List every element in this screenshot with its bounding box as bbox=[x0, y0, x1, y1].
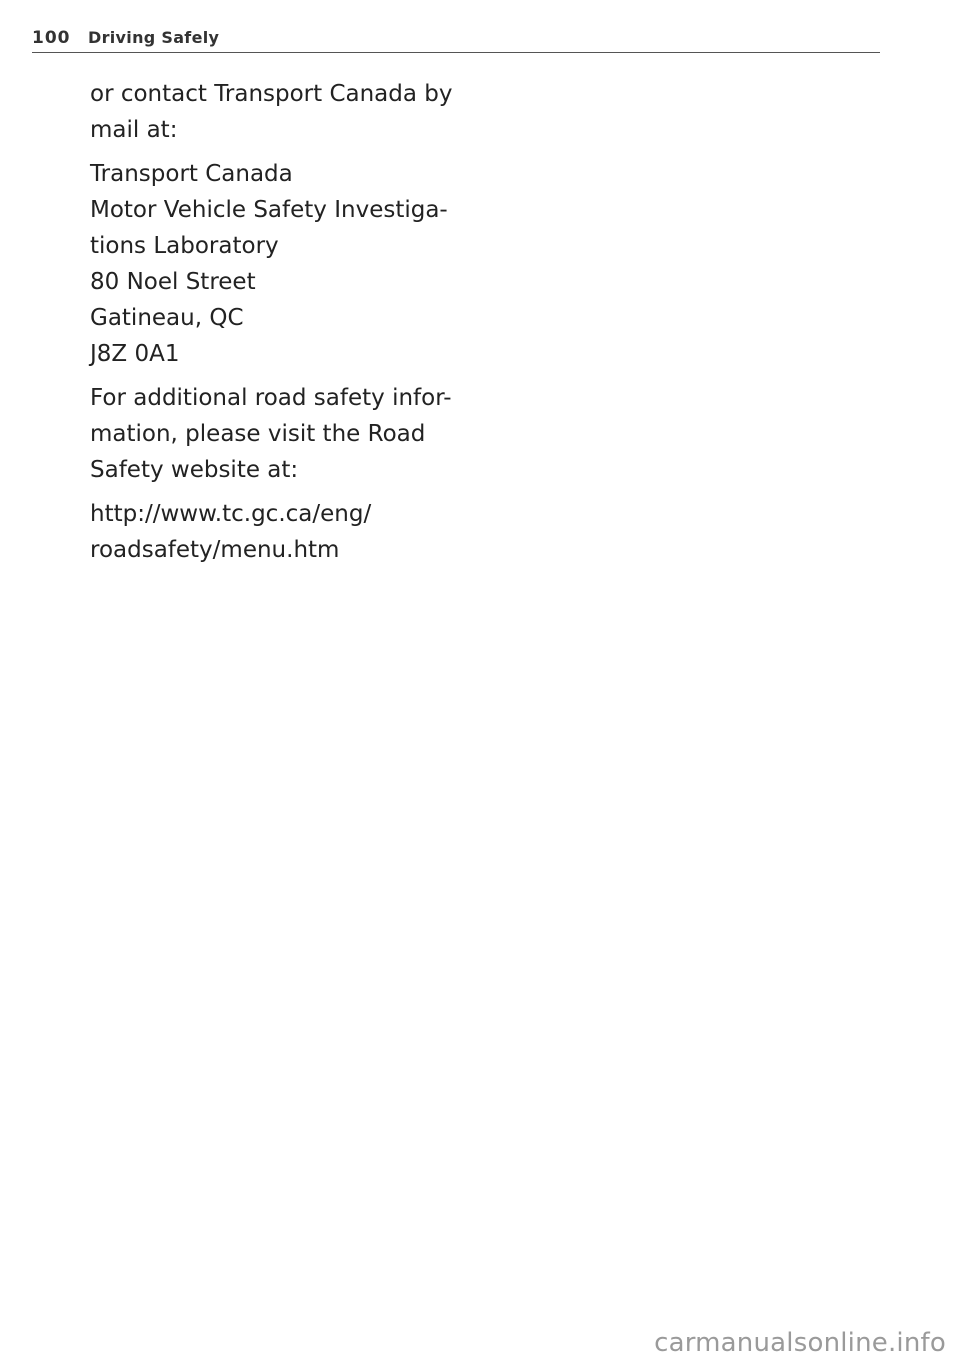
address-line: tions Laboratory bbox=[90, 233, 279, 259]
road-safety-paragraph bbox=[90, 380, 490, 488]
text-line: Safety website at: bbox=[90, 457, 299, 483]
address-line: J8Z 0A1 bbox=[90, 341, 180, 367]
url-line: http://www.tc.gc.ca/eng/ bbox=[90, 501, 372, 527]
website-url bbox=[90, 496, 490, 568]
section-title: Driving Safely bbox=[88, 28, 220, 47]
address-line: Motor Vehicle Safety Investiga- bbox=[90, 197, 448, 223]
text-line: or contact Transport Canada by bbox=[90, 81, 453, 107]
text-line: For additional road safety infor- bbox=[90, 385, 452, 411]
address-line: Transport Canada bbox=[90, 161, 293, 187]
mailing-address bbox=[90, 156, 490, 372]
page-header bbox=[32, 22, 880, 53]
text-line: mail at: bbox=[90, 117, 178, 143]
address-line: 80 Noel Street bbox=[90, 269, 256, 295]
contact-paragraph bbox=[90, 76, 490, 148]
watermark: carmanualsonline.info bbox=[654, 1328, 946, 1358]
page-number: 100 bbox=[32, 28, 71, 48]
url-line: roadsafety/menu.htm bbox=[90, 537, 340, 563]
address-line: Gatineau, QC bbox=[90, 305, 244, 331]
text-line: mation, please visit the Road bbox=[90, 421, 426, 447]
page-content bbox=[90, 76, 490, 576]
